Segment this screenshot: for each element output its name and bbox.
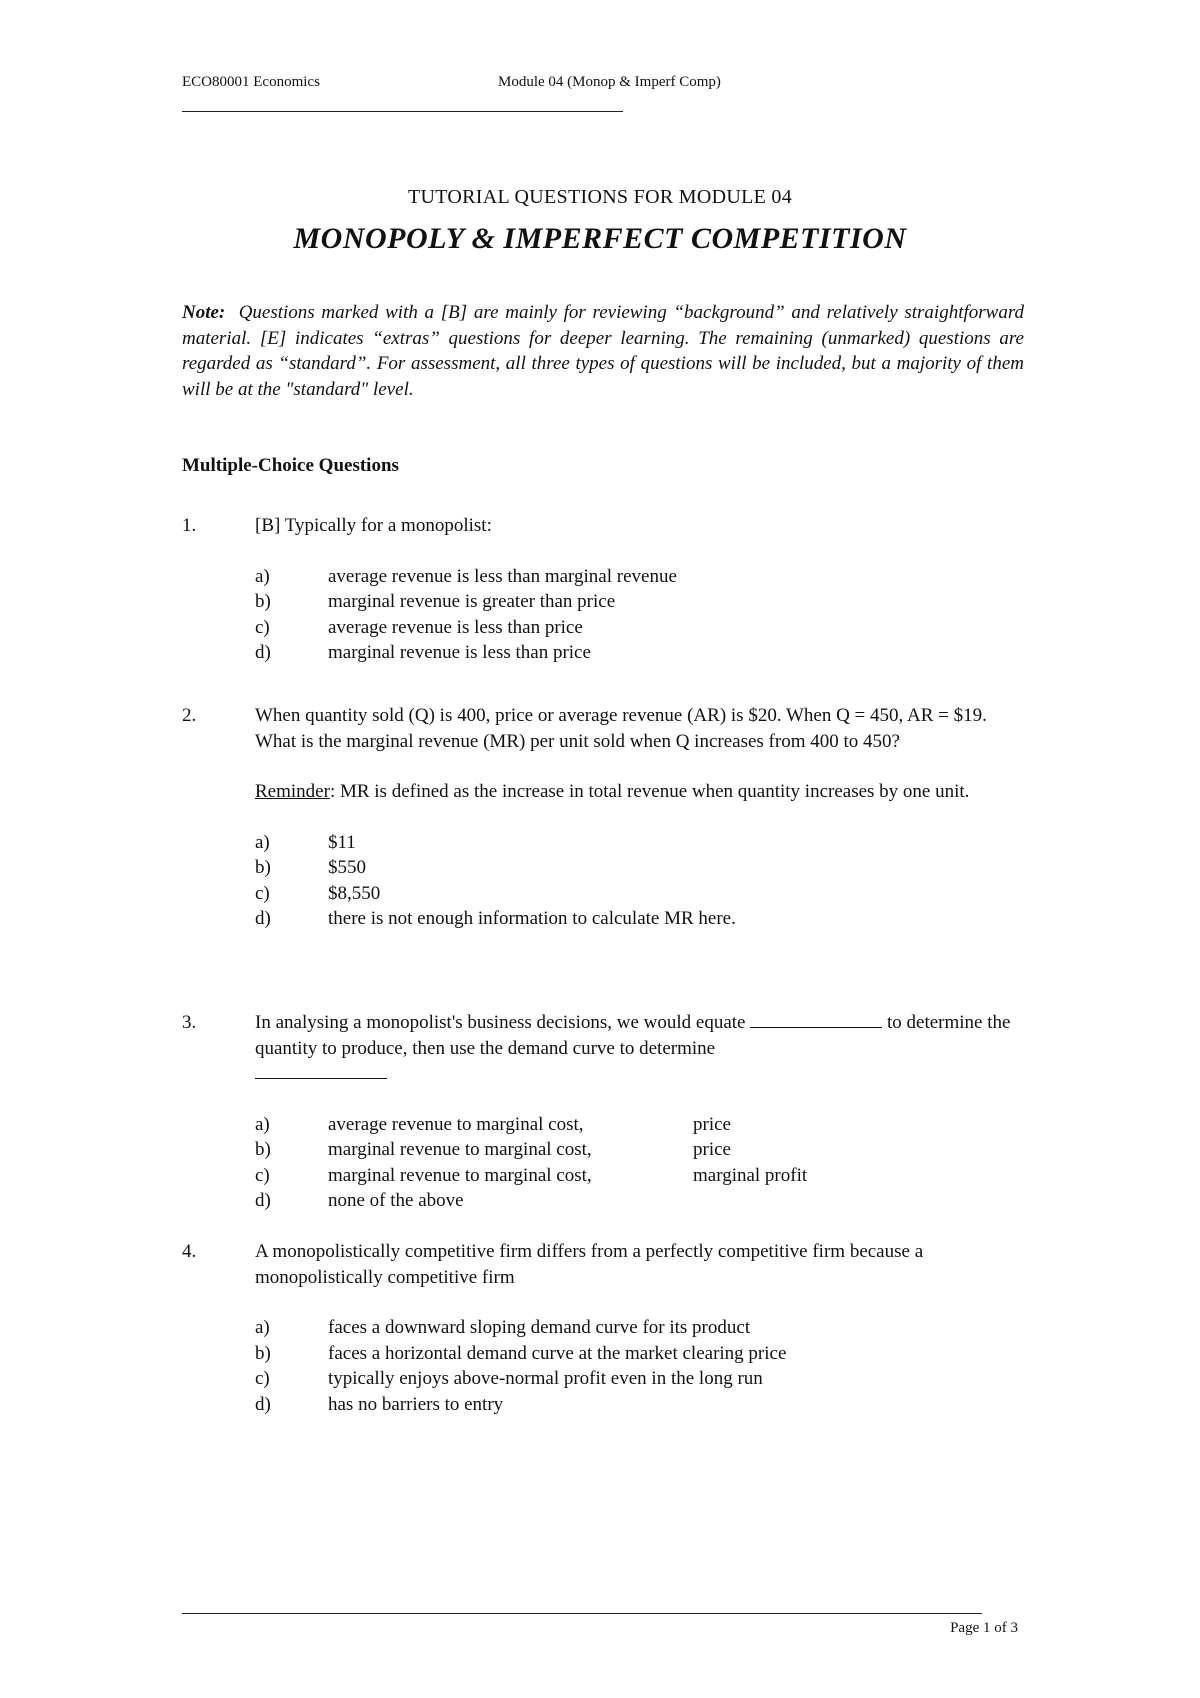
- reminder-label: Reminder: [255, 781, 330, 802]
- option-text: $8,550: [328, 882, 381, 904]
- header-rule: [182, 111, 623, 112]
- question-4: [182, 1239, 1042, 1417]
- option-item: [255, 1163, 1042, 1189]
- note-label: Note:: [182, 302, 226, 323]
- question-text: When quantity sold (Q) is 400, price or average revenue (AR) is $20. When Q = 450, AR = $19. What is the marginal revenue (MR) per unit sold when Q increases from 400 to 450?: [255, 705, 987, 752]
- answer-blank: [255, 1061, 387, 1079]
- title-line2: MONOPOLY & IMPERFECT COMPETITION: [293, 222, 907, 255]
- option-text-secondary: price: [693, 1113, 731, 1135]
- question-text-part2: to determine the quantity to produce, then use the demand curve to determine: [255, 1012, 1011, 1059]
- question-text: [B] Typically for a monopolist:: [255, 515, 492, 536]
- option-letter: a): [255, 1317, 270, 1338]
- option-item: [255, 1341, 1042, 1367]
- option-letter: b): [255, 857, 271, 878]
- reminder-text: : MR is defined as the increase in total revenue when quantity increases by one unit.: [329, 781, 970, 802]
- option-item: [255, 906, 1042, 932]
- option-letter: b): [255, 1342, 271, 1364]
- question-text: A monopolistically competitive firm differs from a perfectly competitive firm because a monopolistically competitive firm: [255, 1241, 924, 1288]
- option-list: [255, 1112, 1042, 1214]
- option-letter: c): [255, 616, 270, 638]
- option-letter: c): [255, 1368, 270, 1389]
- option-item: [255, 881, 1042, 907]
- option-item: [255, 640, 1042, 666]
- option-item: [255, 1315, 1042, 1341]
- option-text: marginal revenue is less than price: [328, 642, 591, 663]
- option-list: [255, 830, 1042, 932]
- header-course: ECO80001 Economics: [182, 74, 320, 90]
- question-1: [182, 513, 1042, 666]
- option-letter: a): [255, 1113, 270, 1135]
- option-text-secondary: price: [693, 1139, 731, 1160]
- option-item: [255, 830, 1042, 856]
- note-paragraph: [182, 300, 1024, 402]
- option-text: marginal revenue to marginal cost,: [328, 1139, 592, 1160]
- option-text: there is not enough information to calculate MR here.: [328, 908, 736, 929]
- option-text: marginal revenue to marginal cost,: [328, 1164, 592, 1186]
- option-list: [255, 1315, 1042, 1417]
- question-reminder: [255, 779, 1025, 805]
- option-letter: a): [255, 565, 270, 587]
- option-text: average revenue is less than marginal revenue: [328, 565, 677, 587]
- section-heading: Multiple-Choice Questions: [182, 455, 399, 476]
- option-text: typically enjoys above-normal profit even in the long run: [328, 1368, 763, 1389]
- question-text-part1: In analysing a monopolist's business decisions, we would equate: [255, 1012, 746, 1033]
- question-number: 2.: [182, 705, 197, 726]
- option-item: [255, 1188, 1042, 1214]
- option-item: [255, 1392, 1042, 1418]
- option-item: [255, 564, 1042, 590]
- option-letter: c): [255, 1164, 270, 1186]
- option-text: $11: [328, 831, 356, 853]
- question-number: 1.: [182, 515, 197, 536]
- option-item: [255, 1366, 1042, 1392]
- option-letter: d): [255, 1190, 271, 1211]
- option-item: [255, 1112, 1042, 1138]
- option-text: faces a downward sloping demand curve for its product: [328, 1317, 751, 1338]
- option-item: [255, 589, 1042, 615]
- question-2: [182, 703, 1042, 932]
- option-list: [255, 564, 1042, 666]
- option-text: none of the above: [328, 1190, 464, 1211]
- option-text: $550: [328, 857, 366, 878]
- option-text: marginal revenue is greater than price: [328, 591, 616, 612]
- option-text: faces a horizontal demand curve at the market clearing price: [328, 1342, 787, 1364]
- question-number: 4.: [182, 1241, 197, 1262]
- header-module: Module 04 (Monop & Imperf Comp): [498, 74, 721, 90]
- option-text-secondary: marginal profit: [693, 1164, 808, 1186]
- option-letter: b): [255, 1139, 271, 1160]
- option-item: [255, 615, 1042, 641]
- title-line1: TUTORIAL QUESTIONS FOR MODULE 04: [407, 186, 793, 208]
- option-letter: d): [255, 908, 271, 929]
- option-letter: b): [255, 591, 271, 612]
- option-text: average revenue is less than price: [328, 616, 583, 638]
- footer-rule: [182, 1613, 982, 1614]
- option-item: [255, 1137, 1042, 1163]
- option-text: average revenue to marginal cost,: [328, 1113, 584, 1135]
- page-number: Page 1 of 3: [950, 1620, 1018, 1636]
- note-text: Questions marked with a [B] are mainly for reviewing “background” and relatively straightforward material. [E] indicates “extras” questions for deeper learning. The remaining (unmarked) questions are regarded as “standard”. For assessment, all three types of questions will be included, but a majority of them will be at the "standard" level.: [182, 302, 1025, 400]
- option-letter: c): [255, 882, 270, 904]
- question-text: [255, 1010, 1025, 1087]
- question-number: 3.: [182, 1012, 197, 1033]
- option-letter: d): [255, 1393, 271, 1415]
- option-letter: d): [255, 642, 271, 663]
- answer-blank: [750, 1010, 882, 1028]
- option-letter: a): [255, 831, 270, 853]
- question-3: [182, 1010, 1042, 1214]
- option-item: [255, 855, 1042, 881]
- option-text: has no barriers to entry: [328, 1393, 504, 1415]
